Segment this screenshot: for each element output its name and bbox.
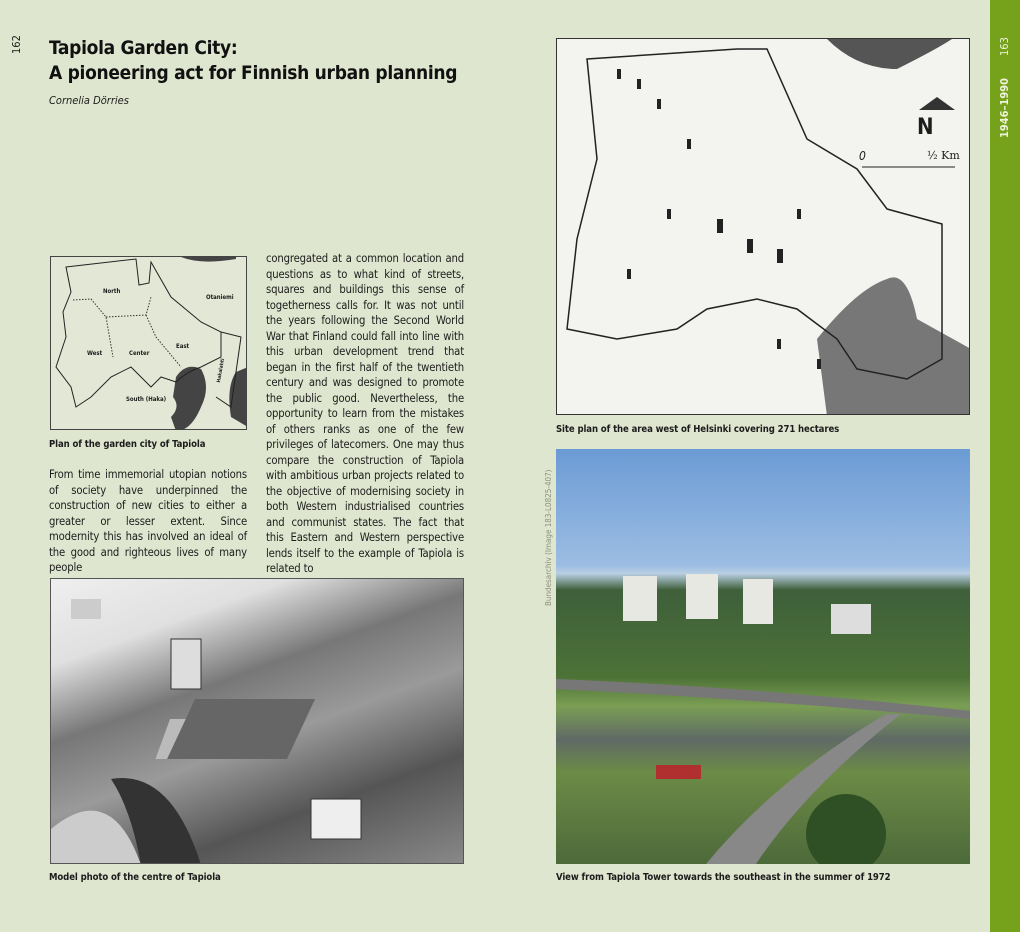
- body-text-column-1: From time immemorial utopian notions of society have underpinned the construction of new cities to either a greater or lesser extent. Since modernity this has involved an ideal of the good and righteous lives of many people: [49, 468, 247, 574]
- map-label-east: East: [176, 343, 190, 350]
- page-title: [49, 36, 457, 86]
- aerial-photo-scene: [556, 449, 970, 864]
- district-map-drawing: [51, 257, 247, 430]
- page-number-right: 163: [998, 37, 1011, 56]
- author: Cornelia Dörries: [49, 94, 129, 107]
- site-plan: [556, 38, 970, 415]
- north-arrow-label: N: [917, 115, 934, 140]
- map-label-otaniemi: Otaniemi: [206, 294, 234, 301]
- map-label-hakalahti: Hakalahti: [216, 358, 227, 384]
- scale-end: ½ Km: [927, 149, 960, 162]
- model-photo-caption: Model photo of the centre of Tapiola: [49, 872, 221, 883]
- map-label-south: South (Haka): [126, 396, 167, 403]
- site-plan-drawing: [557, 39, 970, 415]
- aerial-photo-caption: View from Tapiola Tower towards the southeast in the summer of 1972: [556, 872, 891, 883]
- chapter-tab: [990, 0, 1020, 932]
- scale-start: 0: [859, 149, 866, 163]
- title-line-1: Tapiola Garden City:: [49, 37, 238, 59]
- page-number-left: 162: [10, 35, 23, 54]
- map-label-center: Center: [129, 350, 150, 357]
- photo-credit: Bundesarchiv (Image 183-L0825-407): [544, 469, 553, 606]
- map-label-west: West: [87, 350, 103, 357]
- model-photo: [50, 578, 464, 864]
- body-text-column-2: congregated at a common location and questions as to what kind of streets, squares and buildings this sense of togetherness calls for. It was not until the years following the Second World War that Finland could fall into line with this urban development trend that began in the first half of the twentieth century and was designed to promote the public good. Nevertheless, the opportunity to learn from the mistakes of others ranks as one of the few privileges of latecomers. One may thus compare the construction of Tapiola with ambitious urban projects related to the objective of modernising society in both Western industrialised countries and communist states. The fact that this Eastern and Western perspective lends itself to the example of Tapiola is related to: [266, 252, 464, 575]
- district-map: [50, 256, 247, 430]
- title-line-2: A pioneering act for Finnish urban planning: [49, 62, 458, 84]
- model-photo-buildings: [51, 579, 464, 864]
- map-label-north: North: [103, 288, 121, 295]
- aerial-photo: [556, 449, 970, 864]
- map-caption: Plan of the garden city of Tapiola: [49, 439, 206, 450]
- chapter-era: 1946–1990: [998, 77, 1011, 138]
- site-plan-caption: Site plan of the area west of Helsinki covering 271 hectares: [556, 424, 840, 435]
